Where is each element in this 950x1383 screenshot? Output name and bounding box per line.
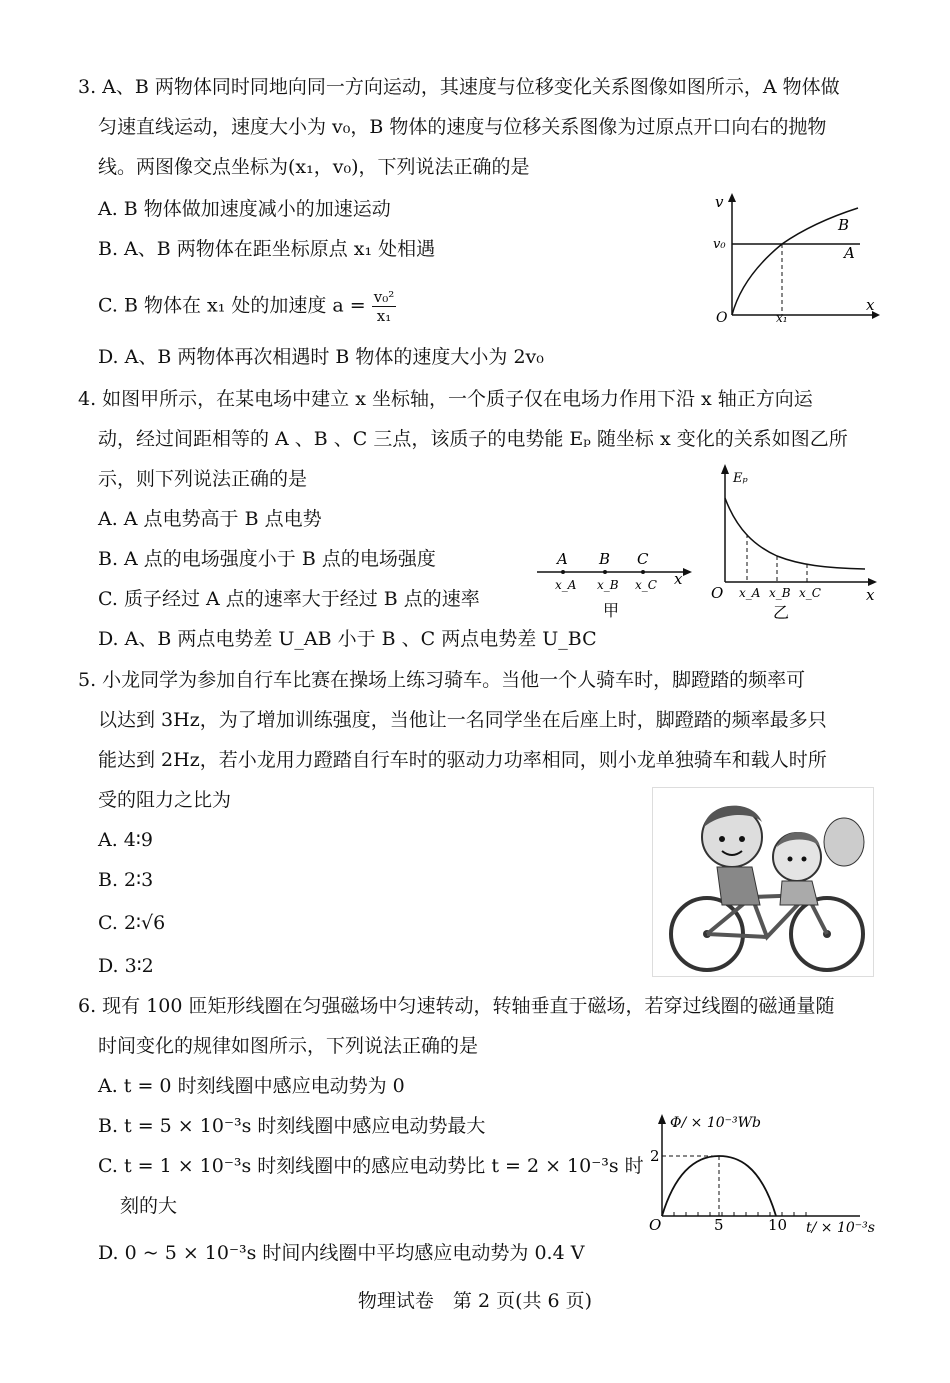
girl-eye-right xyxy=(802,857,807,862)
q4-yi-origin: O xyxy=(711,584,724,602)
boy-eye-left xyxy=(719,836,725,842)
q3-y-label: v xyxy=(715,193,724,211)
q4-yi-curve xyxy=(725,498,865,569)
q4-jia-label-b: B xyxy=(599,550,611,568)
q4-yi-coord-c: x_C xyxy=(799,586,821,600)
q4-stem-line2: 动，经过间距相等的 A 、B 、C 三点，该质子的电势能 Eₚ 随坐标 x 变化的关系如图乙所 xyxy=(98,428,848,450)
q6-option-a: A. t = 0 时刻线圈中感应电动势为 0 xyxy=(98,1075,405,1097)
q3-option-b: B. A、B 两物体在距坐标原点 x₁ 处相遇 xyxy=(98,238,436,260)
q5-option-b: B. 2∶3 xyxy=(98,869,154,891)
q5-stem-line1: 5. 小龙同学为参加自行车比赛在操场上练习骑车。当他一个人骑车时，脚蹬踏的频率可 xyxy=(78,669,806,691)
q6-x-tick-10: 10 xyxy=(768,1216,788,1234)
q4-option-c: C. 质子经过 A 点的速率大于经过 B 点的速率 xyxy=(98,588,480,610)
q4-jia-caption: 甲 xyxy=(603,601,620,620)
q3-v0-label: v₀ xyxy=(713,237,726,252)
q4-yi-caption: 乙 xyxy=(773,603,790,622)
q4-yi-x-label: x xyxy=(866,586,875,604)
q6-y-tick: 2 xyxy=(650,1147,660,1165)
q3-option-c xyxy=(98,288,396,325)
q3-option-c-prefix: C. B 物体在 x₁ 处的加速度 a = xyxy=(98,294,366,317)
girl-hat xyxy=(824,818,864,866)
q3-origin: O xyxy=(716,310,728,325)
q5-option-a: A. 4∶9 xyxy=(98,829,153,851)
q3-option-c-numerator: v₀² xyxy=(373,288,395,306)
q6-stem-line1: 6. 现有 100 匝矩形线圈在匀强磁场中匀速转动，转轴垂直于磁场，若穿过线圈的磁通量随 xyxy=(78,995,835,1017)
q3-option-a: A. B 物体做加速度减小的加速运动 xyxy=(98,198,391,220)
q5-option-c: C. 2∶√6 xyxy=(98,912,166,934)
q4-jia-axis-label: x xyxy=(674,570,683,588)
q3-option-d: D. A、B 两物体再次相遇时 B 物体的速度大小为 2v₀ xyxy=(98,346,544,368)
q5-stem-line3: 能达到 2Hz，若小龙用力蹬踏自行车时的驱动力功率相同，则小龙单独骑车和载人时所 xyxy=(98,749,827,771)
q5-option-d: D. 3∶2 xyxy=(98,955,154,977)
girl-body xyxy=(780,881,818,905)
q4-yi-y-arrow xyxy=(721,464,729,474)
q4-jia-arrow xyxy=(683,568,692,576)
q4-option-b: B. A 点的电场强度小于 B 点的电场强度 xyxy=(98,548,436,570)
q4-figure-jia xyxy=(535,540,695,620)
q4-stem-line3: 示，则下列说法正确的是 xyxy=(98,468,308,490)
q3-stem-line3: 线。两图像交点坐标为(x₁，v₀)，下列说法正确的是 xyxy=(98,156,530,178)
q4-jia-point-a xyxy=(561,570,565,574)
boy-eye-right xyxy=(739,836,745,842)
q6-phi-arrow xyxy=(658,1114,666,1124)
q6-option-d: D. 0 ~ 5 × 10⁻³s 时间内线圈中平均感应电动势为 0.4 V xyxy=(98,1242,585,1264)
q6-figure-flux xyxy=(648,1108,878,1236)
q4-figure-yi xyxy=(705,460,880,625)
q3-x-label: x xyxy=(866,296,875,314)
q3-figure-v-x xyxy=(700,190,880,325)
q3-x1-label: x₁ xyxy=(776,311,788,325)
q5-stem-line2: 以达到 3Hz，为了增加训练强度，当他让一名同学坐在后座上时，脚蹬踏的频率最多只 xyxy=(98,709,827,731)
q4-option-d: D. A、B 两点电势差 U_AB 小于 B 、C 两点电势差 U_BC xyxy=(98,628,597,650)
q4-jia-point-b xyxy=(603,570,607,574)
q6-option-c-line2: 刻的大 xyxy=(120,1195,178,1217)
boy-body xyxy=(717,867,760,905)
q4-jia-coord-c: x_C xyxy=(635,578,657,592)
q6-option-b: B. t = 5 × 10⁻³s 时刻线圈中感应电动势最大 xyxy=(98,1115,486,1137)
q4-stem-line1: 4. 如图甲所示，在某电场中建立 x 坐标轴，一个质子仅在电场力作用下沿 x 轴正方向运 xyxy=(78,388,813,410)
q6-option-c-line1: C. t = 1 × 10⁻³s 时刻线圈中的感应电动势比 t = 2 × 10⁻³s 时 xyxy=(98,1155,644,1177)
q6-x-tick-5: 5 xyxy=(714,1216,724,1234)
q4-jia-coord-b: x_B xyxy=(597,578,619,592)
q3-y-arrow xyxy=(728,193,736,202)
q6-origin: O xyxy=(649,1216,662,1234)
q4-jia-label-a: A xyxy=(557,550,568,568)
bicycle-illustration-frame xyxy=(653,788,874,977)
q4-yi-coord-b: x_B xyxy=(769,586,791,600)
q3-line-a-label: A xyxy=(844,244,855,262)
q3-stem-line2: 匀速直线运动，速度大小为 v₀，B 物体的速度与位移关系图像为过原点开口向右的抛物 xyxy=(98,116,827,138)
q3-curve-b-label: B xyxy=(838,216,850,234)
q4-yi-y-label: Eₚ xyxy=(733,471,748,486)
q6-x-label: t/ × 10⁻³s xyxy=(806,1220,875,1236)
q3-stem-line1: 3. A、B 两物体同时同地向同一方向运动，其速度与位移变化关系图像如图所示，A 物体做 xyxy=(78,76,840,98)
bicycle-illustration xyxy=(652,787,874,977)
q5-stem-line4: 受的阻力之比为 xyxy=(98,789,232,811)
q4-yi-x-arrow xyxy=(868,578,877,586)
q6-stem-line2: 时间变化的规律如图所示，下列说法正确的是 xyxy=(98,1035,479,1057)
q4-jia-coord-a: x_A xyxy=(555,578,577,592)
page-footer: 物理试卷 第 2 页(共 6 页) xyxy=(357,1290,593,1312)
q4-option-a: A. A 点电势高于 B 点电势 xyxy=(98,508,322,530)
q4-jia-point-c xyxy=(641,570,645,574)
q3-option-c-fraction xyxy=(372,288,397,325)
girl-eye-left xyxy=(788,857,793,862)
q4-yi-coord-a: x_A xyxy=(739,586,761,600)
q3-option-c-denominator: x₁ xyxy=(376,307,392,325)
q4-jia-label-c: C xyxy=(637,550,649,568)
q6-y-label: Φ/ × 10⁻³Wb xyxy=(670,1115,761,1131)
